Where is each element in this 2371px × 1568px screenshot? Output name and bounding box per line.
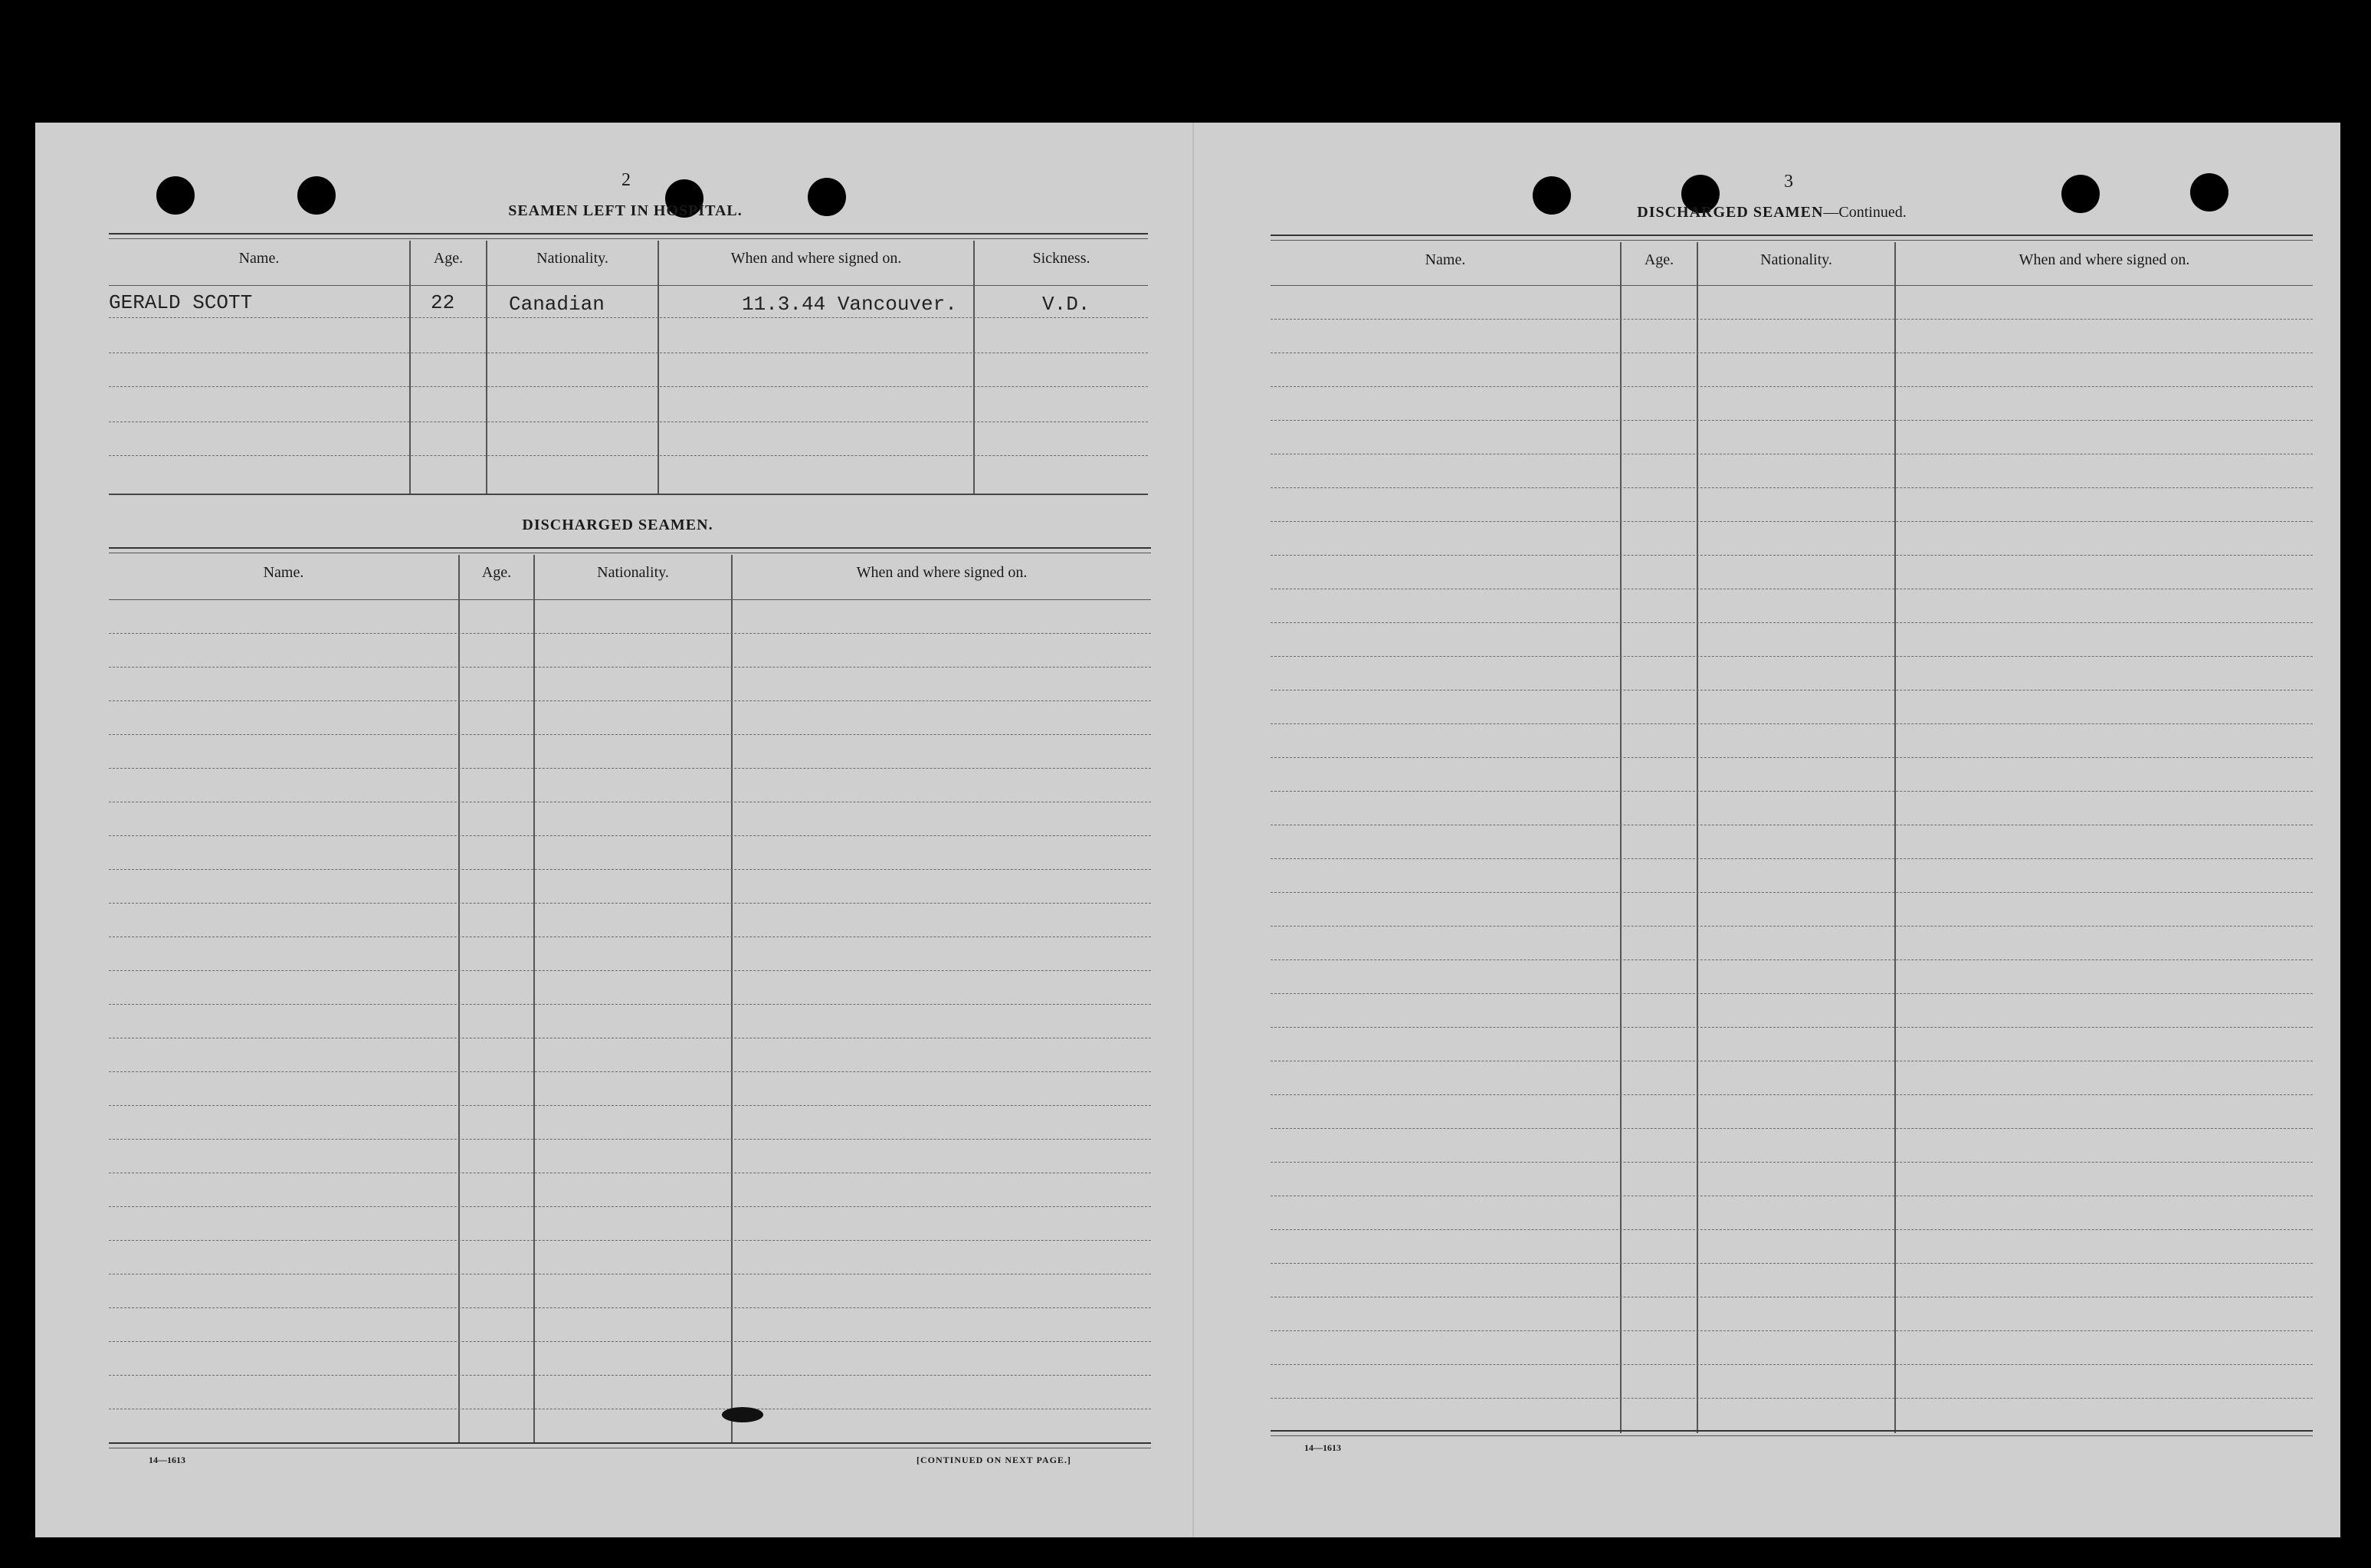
row-line	[109, 1341, 1151, 1342]
hospital-bottom-rule	[109, 494, 1148, 495]
row-line	[109, 599, 1151, 600]
hospital-cell-age: 22	[431, 291, 455, 314]
row-line	[1271, 656, 2313, 657]
row-line	[1271, 1364, 2313, 1365]
col-divider	[1697, 242, 1698, 1433]
col-header-nationality: Nationality.	[536, 250, 608, 267]
punch-hole	[2061, 175, 2100, 213]
row-line	[1271, 521, 2313, 522]
col-header-signed-on: When and where signed on.	[730, 250, 902, 267]
discharged-continued-title	[1611, 204, 1933, 221]
row-line	[1271, 926, 2313, 927]
row-line	[109, 1375, 1151, 1376]
col-header-sickness: Sickness.	[1032, 250, 1090, 267]
punch-hole	[2190, 173, 2228, 212]
row-line	[109, 768, 1151, 769]
hospital-top-rule	[109, 233, 1148, 239]
row-line	[1271, 690, 2313, 691]
row-line	[1271, 1229, 2313, 1230]
row-line	[1271, 993, 2313, 994]
col-header-nationality: Nationality.	[597, 564, 669, 581]
row-line	[109, 903, 1151, 904]
row-line	[1271, 386, 2313, 387]
row-line	[109, 1071, 1151, 1072]
row-line	[1271, 858, 2313, 859]
row-line	[1271, 1162, 2313, 1163]
col-header-name: Name.	[263, 564, 304, 581]
row-line	[1271, 1330, 2313, 1331]
punch-hole	[1533, 176, 1571, 215]
col-header-age: Age.	[481, 564, 512, 581]
hospital-section-title: SEAMEN LEFT IN HOSPITAL.	[508, 202, 743, 219]
col-header-age: Age.	[433, 250, 464, 267]
discharged-table-left	[109, 555, 1151, 1452]
row-line	[1271, 555, 2313, 556]
punch-hole	[156, 176, 195, 215]
ink-blot	[722, 1407, 763, 1422]
row-line	[1271, 622, 2313, 623]
page-number-right: 3	[1784, 172, 1793, 192]
discharged-continued-suffix: —Continued.	[1823, 204, 1907, 221]
discharged-section-title: DISCHARGED SEAMEN.	[522, 517, 713, 533]
continued-note: [CONTINUED ON NEXT PAGE.]	[917, 1455, 1071, 1465]
row-line	[109, 1139, 1151, 1140]
col-header-signed-on: When and where signed on.	[2018, 251, 2190, 268]
row-line	[109, 317, 1148, 318]
row-line	[1271, 791, 2313, 792]
row-line	[109, 835, 1151, 836]
hospital-cell-name: GERALD SCOTT	[109, 291, 253, 314]
col-header-name: Name.	[1425, 251, 1466, 268]
punch-hole	[808, 178, 846, 216]
row-line	[109, 700, 1151, 701]
discharged-bottom-rule	[109, 1442, 1151, 1448]
col-divider	[1894, 242, 1896, 1433]
discharged-continued-title-main: DISCHARGED SEAMEN	[1637, 204, 1824, 221]
col-divider	[731, 555, 733, 1442]
punch-hole	[297, 176, 336, 215]
row-line	[1271, 285, 2313, 286]
row-line	[1271, 1398, 2313, 1399]
row-line	[109, 285, 1148, 286]
right-top-rule	[1271, 235, 2313, 241]
col-header-nationality: Nationality.	[1760, 251, 1832, 268]
row-line	[109, 633, 1151, 634]
col-divider	[458, 555, 460, 1442]
hospital-table	[109, 241, 1148, 501]
page-number-left: 2	[621, 170, 631, 190]
row-line	[1271, 1263, 2313, 1264]
row-line	[109, 970, 1151, 971]
row-line	[109, 1240, 1151, 1241]
row-line	[1271, 723, 2313, 724]
row-line	[109, 1206, 1151, 1207]
row-line	[1271, 757, 2313, 758]
hospital-cell-nationality: Canadian	[509, 293, 605, 316]
row-line	[109, 386, 1148, 387]
row-line	[1271, 420, 2313, 421]
hospital-cell-sickness: V.D.	[1042, 293, 1090, 316]
col-divider	[1620, 242, 1622, 1433]
row-line	[109, 734, 1151, 735]
col-header-signed-on: When and where signed on.	[856, 564, 1028, 581]
form-number-left: 14—1613	[149, 1455, 185, 1465]
row-line	[109, 1004, 1151, 1005]
row-line	[109, 869, 1151, 870]
row-line	[109, 1105, 1151, 1106]
row-line	[1271, 892, 2313, 893]
row-line	[109, 667, 1151, 668]
col-header-name: Name.	[238, 250, 280, 267]
page-fold	[1192, 123, 1194, 1537]
row-line	[109, 1307, 1151, 1308]
form-number-right: 14—1613	[1304, 1442, 1341, 1453]
row-line	[1271, 1027, 2313, 1028]
row-line	[109, 455, 1148, 456]
col-divider	[533, 555, 535, 1442]
row-line	[1271, 959, 2313, 960]
row-line	[1271, 319, 2313, 320]
row-line	[1271, 1128, 2313, 1129]
row-line	[1271, 487, 2313, 488]
right-bottom-rule	[1271, 1430, 2313, 1436]
discharged-table-right	[1271, 242, 2313, 1438]
col-header-age: Age.	[1644, 251, 1674, 268]
ledger-sheet	[35, 123, 2340, 1537]
discharged-top-rule	[109, 547, 1151, 553]
row-line	[1271, 1094, 2313, 1095]
hospital-cell-signed-on: 11.3.44 Vancouver.	[742, 293, 957, 316]
